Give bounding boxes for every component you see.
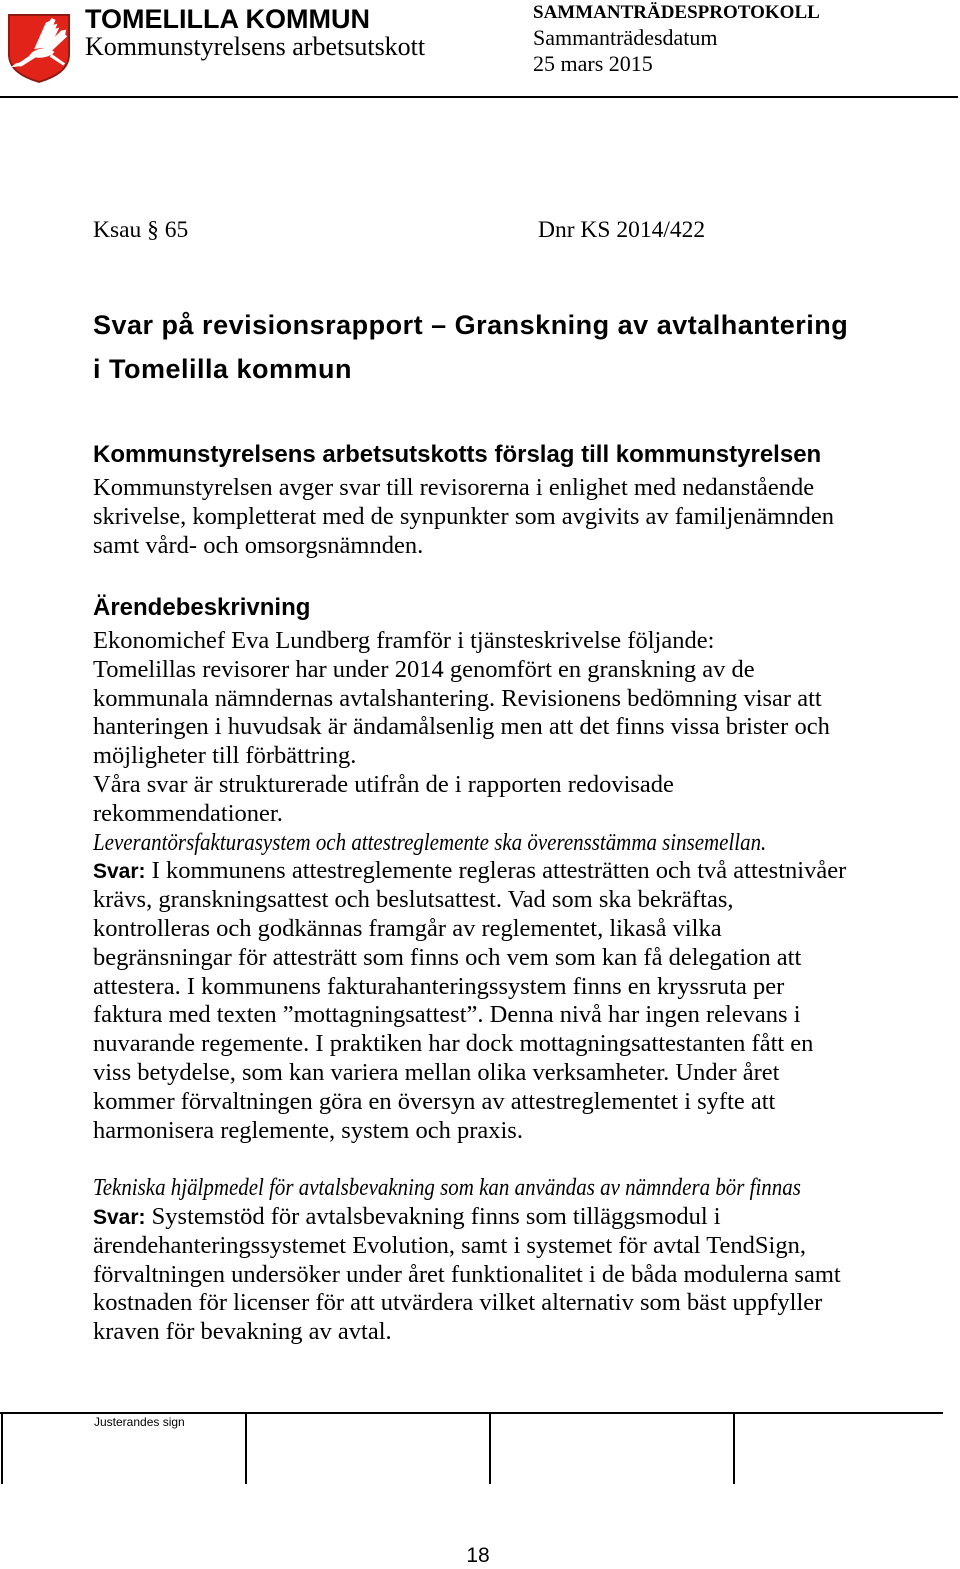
answer-line: nuvarande regemente. I praktiken har dock mottagningsattestanten fått en [93,1030,814,1058]
answer-line [93,1203,921,1232]
answer-line: harmonisera reglemente, system och praxis. [93,1116,523,1144]
proposal-line: samt vård- och omsorgsnämnden. [93,531,424,559]
answer-line: kostnaden för licenser för att utvärdera vilket alternativ som bäst uppfyller [93,1289,823,1317]
meeting-date: 25 mars 2015 [533,51,653,76]
answer-line: krävs, granskningsattest och beslutsattest. Vad som ska bekräftas, [93,886,734,914]
answer-text: Systemstöd för avtalsbevakning finns som tilläggsmodul i [151,1202,721,1230]
document-type: SAMMANTRÄDESPROTOKOLL [533,2,820,23]
proposal-line: skrivelse, kompletterat med de synpunkter som avgivits av familjenämnden [93,502,834,530]
description-line: kommunala nämndernas avtalshantering. Revisionens bedömning visar att [93,684,822,712]
answer-line: ärendehanteringssystemet Evolution, samt i systemet för avtal TendSign, [93,1231,806,1259]
description-line: Ekonomichef Eva Lundberg framför i tjänsteskrivelse följande: [93,627,715,654]
signature-cell [1,1414,245,1484]
answer-label: Svar: [93,1205,146,1229]
answer-line: viss betydelse, som kan variera mellan olika verksamheter. Under året [93,1058,780,1086]
answer-line: attestera. I kommunens fakturahanteringssystem finns en kryssruta per [93,972,785,1000]
description-line: Tomelillas revisorer har under 2014 genomfört en granskning av de [93,655,755,683]
proposal-heading: Kommunstyrelsens arbetsutskotts förslag till kommunstyrelsen [93,441,822,468]
recommendation-item [93,1174,921,1347]
proposal-line: Kommunstyrelsen avger svar till revisorerna i enlighet med nedanstående [93,474,815,501]
description-text [93,627,921,1347]
org-name: TOMELILLA KOMMUN [85,4,370,34]
header-rule [0,96,958,98]
meeting-date-label: Sammanträdesdatum [533,25,718,50]
answer-line: kraven för bevakning av avtal. [93,1318,392,1346]
signature-cell [489,1414,733,1484]
signature-cell [245,1414,489,1484]
question-line [93,1174,921,1203]
page-number: 18 [466,1544,490,1567]
description-heading: Ärendebeskrivning [93,594,311,621]
description-line: hanteringen i huvudsak är ändamålsenlig men att det finns vissa brister och [93,713,830,741]
answer-line [93,857,921,886]
recommendation-item [93,829,921,1146]
coat-of-arms-icon [7,13,71,83]
answer-line: förvaltningen undersöker under året funktionalitet i de båda modulerna samt [93,1260,841,1288]
answer-line: kommer förvaltningen göra en översyn av attestreglementet i syfte att [93,1087,776,1115]
description-line: rekommendationer. [93,799,283,827]
question-text: Leverantörsfakturasystem och attestreglemente ska överensstämma sinsemellan. [93,828,767,856]
paragraph-number: Ksau § 65 [93,217,189,243]
question-line [93,829,921,858]
signature-cell [733,1414,943,1484]
question-text: Tekniska hjälpmedel för avtalsbevakning som kan användas av nämndera bör finnas [93,1174,801,1202]
proposal-text [93,474,834,560]
answer-line: kontrolleras och godkännas framgår av reglementet, likaså vilka [93,914,722,942]
document-title [93,303,848,391]
answer-label: Svar: [93,860,146,884]
signature-label: Justerandes sign [94,1415,185,1429]
answer-line: begränsningar för attesträtt som finns och vem som kan få delegation att [93,943,802,971]
signature-table [0,1412,943,1486]
committee-name: Kommunstyrelsens arbetsutskott [85,32,426,61]
title-line: i Tomelilla kommun [93,354,353,384]
description-line: möjligheter till förbättring. [93,742,357,770]
answer-line: faktura med texten ”mottagningsattest”. Denna nivå har ingen relevans i [93,1001,801,1029]
case-number: Dnr KS 2014/422 [538,217,706,243]
description-line: Våra svar är strukturerade utifrån de i rapporten redovisade [93,770,674,798]
answer-text: I kommunens attestreglemente regleras attesträtten och två attestnivåer [151,857,847,885]
title-line: Svar på revisionsrapport – Granskning av avtalhantering [93,310,849,340]
